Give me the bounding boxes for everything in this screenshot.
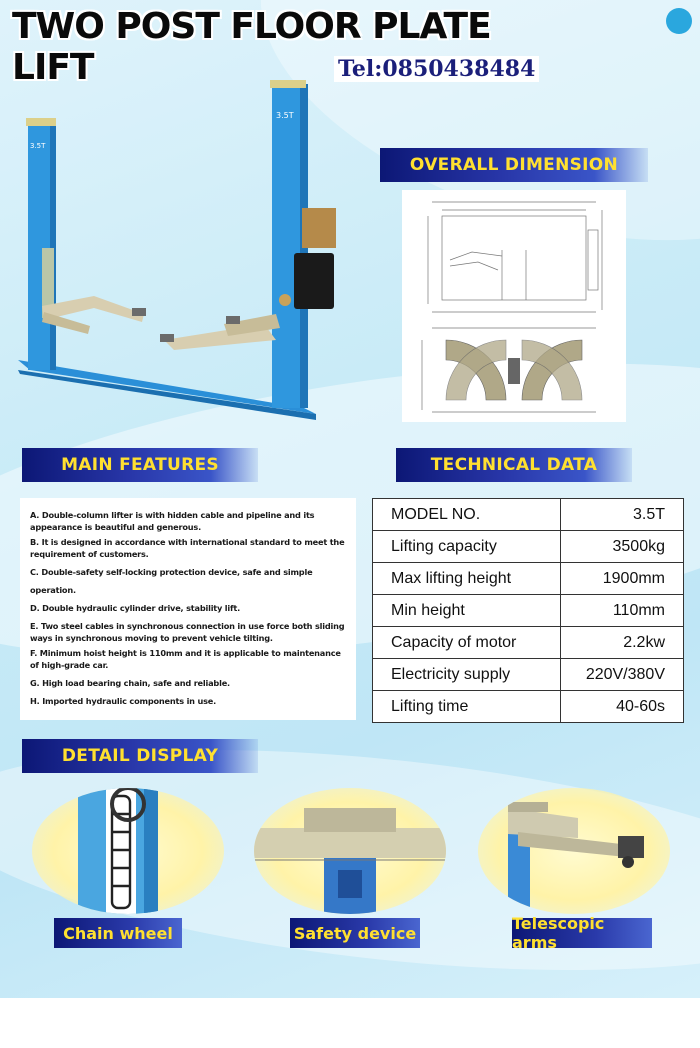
table-row [373,531,684,563]
spec-value: 110mm [561,595,684,627]
right-column-badge: 3.5T [276,111,294,120]
two-post-lift-illustration [14,78,354,428]
spec-label: MODEL NO. [373,499,561,531]
corner-dot [666,8,692,34]
motor-unit [302,208,336,248]
spec-label: Max lifting height [373,563,561,595]
chain-wheel-photo [32,788,224,914]
table-row [373,659,684,691]
feature-item: A. Double-column lifter is with hidden cable and pipeline and its appearance is beautiful and generous. [30,510,315,532]
spec-value: 2.2kw [561,627,684,659]
detail-display-banner: DETAIL DISPLAY [22,739,258,773]
technical-data-banner: TECHNICAL DATA [396,448,632,482]
left-column-badge: 3.5T [30,142,46,150]
spec-value: 40-60s [561,691,684,723]
spec-value: 220V/380V [561,659,684,691]
oil-tank [294,253,334,309]
feature-item: B. It is designed in accordance with international standard to meet the requirement of customers. [30,537,345,559]
spec-label: Lifting time [373,691,561,723]
floor-plate [18,360,316,414]
page-title: TWO POST FLOOR PLATE LIFT [12,6,491,88]
table-row [373,691,684,723]
spec-value: 3500kg [561,531,684,563]
spec-label: Electricity supply [373,659,561,691]
table-row [373,499,684,531]
overall-dimension-banner: OVERALL DIMENSION [380,148,648,182]
table-row [373,627,684,659]
table-row [373,563,684,595]
main-features-list [20,498,356,720]
feature-item: G. High load bearing chain, safe and reliable. [30,678,230,688]
safety-device-caption: Safety device [290,918,420,948]
overall-dimension-drawing [402,190,626,422]
spec-label: Capacity of motor [373,627,561,659]
spec-label: Min height [373,595,561,627]
telephone-number: Tel:0850438484 [334,56,539,82]
chain-wheel-caption: Chain wheel [54,918,182,948]
technical-data-table [372,498,684,723]
spec-value: 1900mm [561,563,684,595]
spec-label: Lifting capacity [373,531,561,563]
table-row [373,595,684,627]
feature-item: H. Imported hydraulic components in use. [30,696,217,706]
feature-item: E. Two steel cables in synchronous connection in use force both sliding ways in synchronous moving to prevent vehicle tilting. [30,621,345,643]
safety-device-photo [254,788,446,914]
telescopic-arms-photo [478,788,670,914]
feature-item: C. Double-safety self-locking protection device, safe and simple operation. [30,567,313,595]
feature-item: D. Double hydraulic cylinder drive, stability lift. [30,603,240,613]
main-features-banner: MAIN FEATURES [22,448,258,482]
telescopic-arms-caption: Telescopic arms [512,918,652,948]
spec-value: 3.5T [561,499,684,531]
feature-item: F. Minimum hoist height is 110mm and it is applicable to maintenance of high-grade car. [30,648,341,670]
